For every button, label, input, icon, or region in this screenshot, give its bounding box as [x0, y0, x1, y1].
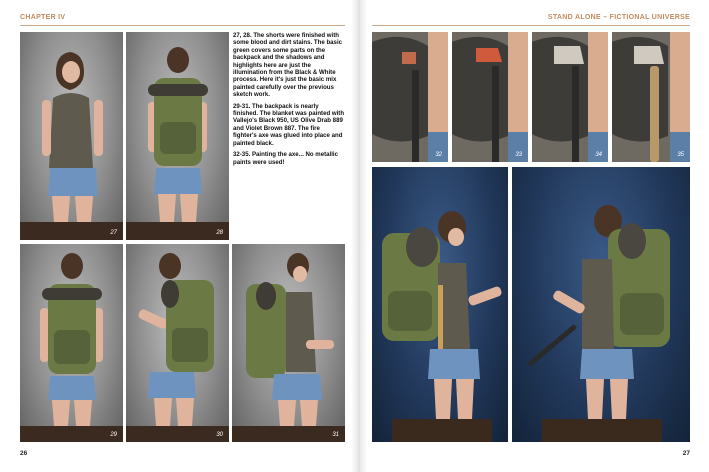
caption-paragraph-29-31: 29-31. The backpack is nearly finished. The blanket was painted with Vallejo's Black 950, US Olive Drab 889 and Violet Brown 887. The fire fighter's axe was glued into place and painted black.: [233, 102, 345, 147]
caption-paragraph-27-28: 27, 28. The shorts were finished with some blood and dirt stains. The basic green covers some parts on the backpack and the shadows and highlights here are just the illumination from the Black & White process. Here it's just the basic mix painted carefully over the previous sketch work.: [233, 32, 343, 99]
photo-32-axe-detail: [372, 32, 448, 162]
photo-35-axe-detail: [612, 32, 690, 162]
photo-number: 27: [110, 230, 117, 236]
page-number-left: 26: [20, 450, 28, 457]
caption-text-column: [233, 32, 345, 170]
photo-34-axe-detail: [532, 32, 608, 162]
photo-final-figure-right-view: [512, 167, 690, 442]
header-rule-left: [20, 25, 345, 26]
photo-33-axe-detail: [452, 32, 528, 162]
photo-number: 32: [435, 152, 442, 158]
photo-number: 31: [332, 432, 339, 438]
photo-31-side-figure: [232, 244, 345, 442]
photo-number: 28: [216, 230, 223, 236]
header-rule-right: [372, 25, 690, 26]
photo-28-back-figure: [126, 32, 229, 240]
page-gutter: [351, 0, 367, 472]
running-title: STAND ALONE – FICTIONAL UNIVERSE: [547, 14, 690, 21]
photo-27-front-figure: [20, 32, 123, 240]
photo-number: 29: [110, 432, 117, 438]
photo-number: 35: [677, 152, 684, 158]
photo-number: 30: [216, 432, 223, 438]
photo-number: 34: [595, 152, 602, 158]
photo-final-figure-left-view: [372, 167, 508, 442]
photo-number: 33: [515, 152, 522, 158]
photo-29-back-figure: [20, 244, 123, 442]
page-number-right: 27: [682, 450, 690, 457]
caption-paragraph-32-35: 32-35. Painting the axe... No metallic paints were used!: [233, 151, 338, 166]
photo-30-side-figure: [126, 244, 229, 442]
chapter-title: CHAPTER IV: [20, 14, 66, 21]
